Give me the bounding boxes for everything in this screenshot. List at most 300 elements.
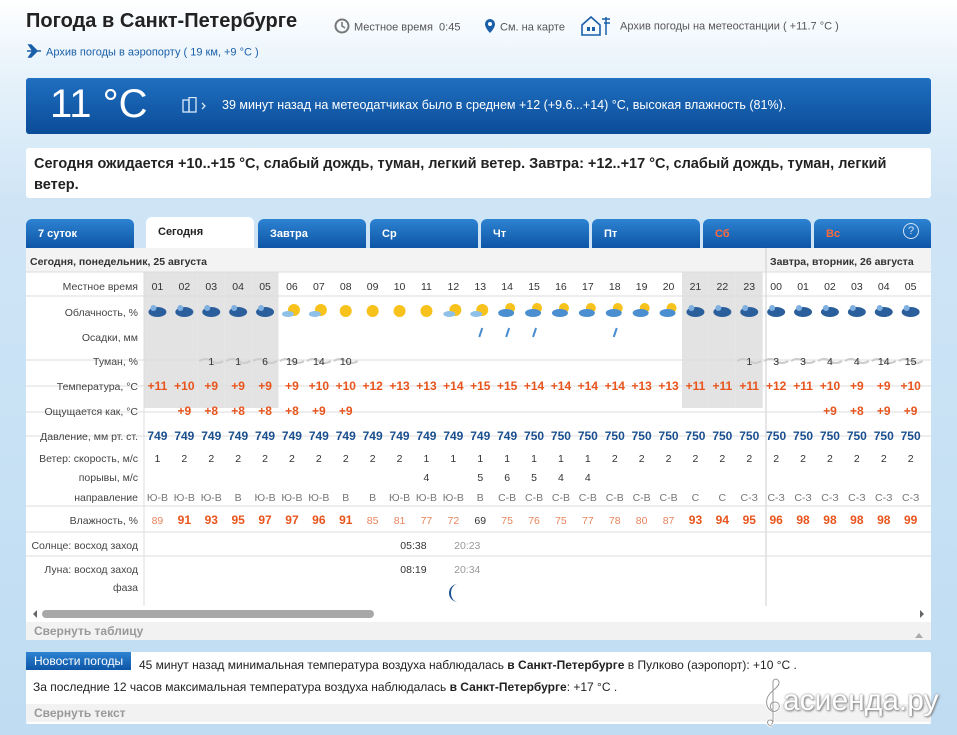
pressure-cell: 750 <box>524 429 545 443</box>
wind-dir-cell: Ю-В <box>415 492 438 504</box>
wind-dir-cell: С-В <box>578 492 597 504</box>
hour-cell: 03 <box>851 281 863 293</box>
airport-archive-link[interactable] <box>26 44 259 61</box>
cloud-icon <box>443 311 455 317</box>
pressure-cell: 749 <box>443 429 464 443</box>
row-label-sun: Солнце: восход заход <box>31 540 138 552</box>
fog-cell: 6 <box>262 356 268 368</box>
feels-cell: +9 <box>823 404 837 418</box>
humid-cell: 81 <box>393 515 406 527</box>
humid-cell: 97 <box>258 513 272 527</box>
help-icon[interactable]: ? <box>903 223 919 239</box>
temp-cell: +15 <box>496 379 518 393</box>
moon-icon <box>769 305 775 311</box>
cloud-icon <box>309 311 321 317</box>
wind-cell: 1 <box>477 453 484 465</box>
hour-cell: 08 <box>339 281 352 293</box>
humid-cell: 72 <box>447 515 460 527</box>
hour-cell: 01 <box>797 281 809 293</box>
news-line-2 <box>33 680 617 694</box>
wind-cell: 2 <box>853 453 860 465</box>
pressure-cell: 750 <box>712 429 733 443</box>
wind-dir-cell: Ю-В <box>173 492 195 504</box>
wind-cell: 2 <box>827 453 833 465</box>
forecast-summary: Сегодня ожидается +10..+15 °C, слабый дождь, туман, легкий ветер. Завтра: +12..+17 °C, слабый дождь, туман, легкий ветер. <box>26 148 931 198</box>
building-icon <box>181 97 207 116</box>
rain-drop-icon <box>614 328 617 337</box>
row-label-moon: Луна: восход заход <box>44 564 138 576</box>
hour-cell: 23 <box>743 281 756 293</box>
temp-cell: +10 <box>335 379 356 393</box>
wind-dir-cell: С-З <box>848 492 866 504</box>
pressure-cell: 749 <box>255 429 276 443</box>
watermark-text: асиенда.ру <box>783 684 939 717</box>
temp-cell: +13 <box>416 379 437 393</box>
humid-cell: 91 <box>339 513 353 527</box>
feels-cell: +8 <box>285 404 299 418</box>
scrollbar-thumb <box>42 610 374 618</box>
temp-cell: +9 <box>876 379 891 393</box>
wind-cell: 1 <box>423 453 430 465</box>
gust-cell: 6 <box>504 472 511 484</box>
tab-4[interactable]: Чт <box>481 219 589 248</box>
hour-cell: 11 <box>420 281 432 293</box>
pressure-cell: 750 <box>846 429 867 443</box>
hour-cell: 04 <box>877 281 890 293</box>
hour-cell: 05 <box>259 281 271 293</box>
moon-icon <box>904 305 910 311</box>
wind-dir-cell: В <box>369 492 377 504</box>
moonrise-cell: 08:19 <box>400 564 427 576</box>
moon-icon <box>877 305 883 311</box>
moon-icon <box>850 305 856 311</box>
temp-cell: +9 <box>850 379 864 393</box>
hour-cell: 16 <box>555 281 567 293</box>
news-line-2-end: : +17 °C . <box>566 680 618 694</box>
hourly-table-grid <box>26 248 931 608</box>
wind-dir-cell: Ю-В <box>388 492 411 504</box>
collapse-arrow-icon <box>915 627 923 641</box>
local-time-value: 0:45 <box>439 21 461 34</box>
moon-icon <box>231 305 237 311</box>
pressure-cell: 750 <box>658 429 679 443</box>
humid-cell: 77 <box>420 515 433 527</box>
wind-dir-cell: В <box>342 492 350 504</box>
moon-icon <box>715 305 721 311</box>
fog-cell: 19 <box>286 356 298 368</box>
wind-dir-cell: С-З <box>821 492 839 504</box>
fog-cell: 1 <box>235 356 242 368</box>
row-label-gusts: порывы, м/с <box>78 472 138 484</box>
wind-cell: 2 <box>611 453 618 465</box>
wind-dir-cell: С-З <box>794 492 812 504</box>
moon-icon <box>177 305 183 311</box>
humid-cell: 85 <box>366 515 379 527</box>
humid-cell: 87 <box>662 515 675 527</box>
wind-cell: 2 <box>719 453 726 465</box>
humid-cell: 77 <box>582 515 594 527</box>
pressure-cell: 749 <box>416 429 437 443</box>
pressure-cell: 749 <box>308 429 329 443</box>
cloud-icon <box>525 309 541 317</box>
wind-cell: 1 <box>558 453 564 465</box>
wind-cell: 2 <box>692 453 699 465</box>
wind-cell: 2 <box>342 453 349 465</box>
humid-cell: 69 <box>474 515 487 527</box>
hour-cell: 09 <box>366 281 379 293</box>
airport-archive-label: Архив погоды в аэропорту ( 19 км, +9 °C ) <box>46 46 259 59</box>
hour-cell: 22 <box>716 281 729 293</box>
moon-icon <box>742 305 748 311</box>
humid-cell: 96 <box>769 513 783 527</box>
pressure-cell: 750 <box>766 429 787 443</box>
feels-cell: +9 <box>312 404 326 418</box>
fog-cell: 4 <box>827 356 833 368</box>
row-label-clouds: Облачность, % <box>64 307 138 319</box>
wind-dir-cell: С-В <box>498 492 517 504</box>
wind-cell: 2 <box>907 453 914 465</box>
row-label-dir: направление <box>74 492 138 504</box>
sun-icon <box>420 305 432 317</box>
feels-cell: +8 <box>231 404 245 418</box>
gust-cell: 5 <box>531 472 537 484</box>
humid-cell: 94 <box>715 513 730 527</box>
temp-cell: +12 <box>765 379 787 393</box>
local-time <box>334 18 460 37</box>
pressure-cell: 749 <box>228 429 249 443</box>
tab-1[interactable]: Сегодня <box>146 217 254 248</box>
wind-cell: 1 <box>450 453 457 465</box>
fog-cell: 1 <box>746 356 753 368</box>
current-weather-bar <box>26 78 931 134</box>
tab-6[interactable]: Сб <box>703 219 811 248</box>
wind-cell: 2 <box>773 453 780 465</box>
wind-cell: 2 <box>665 453 672 465</box>
row-label-time: Местное время <box>62 281 138 293</box>
sun-icon <box>340 305 352 317</box>
pressure-cell: 750 <box>550 429 571 443</box>
wind-cell: 2 <box>396 453 403 465</box>
fog-cell: 14 <box>313 356 325 368</box>
humid-cell: 98 <box>796 513 810 527</box>
wind-dir-cell: В <box>234 492 242 504</box>
rain-drop-icon <box>506 328 509 337</box>
tab-5[interactable]: Пт <box>592 219 700 248</box>
watermark <box>757 676 947 726</box>
pressure-cell: 750 <box>900 429 921 443</box>
map-link[interactable] <box>484 18 565 37</box>
page-title: Погода в Санкт-Петербурге <box>26 10 298 32</box>
moon-icon <box>796 305 802 311</box>
temp-cell: +9 <box>258 379 272 393</box>
wind-dir-cell: С-З <box>875 492 893 504</box>
feels-cell: +9 <box>177 404 192 418</box>
row-label-phase: фаза <box>112 582 138 594</box>
temp-cell: +10 <box>174 379 195 393</box>
rain-drop-icon <box>479 328 482 337</box>
hour-cell: 02 <box>178 281 191 293</box>
sun-icon <box>394 305 406 317</box>
feels-cell: +9 <box>903 404 918 418</box>
wind-dir-cell: С-З <box>740 492 758 504</box>
fog-cell: 15 <box>904 356 917 368</box>
wind-cell: 2 <box>181 453 188 465</box>
fog-cell: 3 <box>773 356 780 368</box>
hour-cell: 15 <box>528 281 540 293</box>
wind-dir-cell: С-В <box>632 492 651 504</box>
sunset-cell: 20:23 <box>454 540 481 552</box>
pressure-cell: 750 <box>819 429 840 443</box>
forecast-tabs <box>26 215 931 248</box>
table-scrollbar[interactable] <box>26 606 931 622</box>
hour-cell: 10 <box>393 281 406 293</box>
tab-0[interactable]: 7 суток <box>26 219 134 248</box>
gust-cell: 4 <box>423 472 430 484</box>
hour-cell: 19 <box>635 281 648 293</box>
pressure-cell: 750 <box>739 429 760 443</box>
sunrise-cell: 05:38 <box>400 540 427 552</box>
row-label-precip: Осадки, мм <box>81 332 138 344</box>
news-line-1 <box>139 658 797 672</box>
humid-cell: 97 <box>285 513 299 527</box>
temp-cell: +10 <box>308 379 330 393</box>
cloud-icon <box>282 311 294 317</box>
row-label-fog: Туман, % <box>93 356 138 368</box>
pressure-cell: 749 <box>389 429 410 443</box>
humid-cell: 76 <box>528 515 540 527</box>
tab-3[interactable]: Ср <box>370 219 478 248</box>
temp-cell: +14 <box>523 379 545 393</box>
fog-cell: 10 <box>339 356 352 368</box>
gust-cell: 5 <box>477 472 484 484</box>
temp-cell: +14 <box>577 379 599 393</box>
moon-icon <box>823 305 829 311</box>
wind-dir-cell: С-З <box>767 492 785 504</box>
fog-cell: 14 <box>877 356 890 368</box>
gust-cell: 4 <box>584 472 591 484</box>
page-header <box>26 10 947 70</box>
pressure-cell: 750 <box>793 429 814 443</box>
temp-cell: +11 <box>712 379 733 393</box>
temp-cell: +13 <box>658 379 679 393</box>
pressure-cell: 749 <box>201 429 222 443</box>
temp-cell: +11 <box>793 379 813 393</box>
cloud-icon <box>606 309 622 317</box>
moon-icon <box>150 305 156 311</box>
wind-cell: 2 <box>746 453 753 465</box>
row-label-humid: Влажность, % <box>69 515 138 527</box>
feels-cell: +8 <box>204 404 219 418</box>
wind-cell: 2 <box>369 453 376 465</box>
sensor-summary: 39 минут назад на метеодатчиках было в среднем +12 (+9.6...+14) °C, высокая влажность (81%). <box>222 98 787 112</box>
fog-cell: 3 <box>800 356 806 368</box>
wind-cell: 2 <box>208 453 215 465</box>
wind-dir-cell: С <box>691 492 700 504</box>
hour-cell: 20 <box>662 281 675 293</box>
temp-cell: +14 <box>443 379 464 393</box>
hour-cell: 12 <box>447 281 460 293</box>
temp-cell: +11 <box>739 379 760 393</box>
fog-cell: 1 <box>208 356 215 368</box>
pressure-cell: 749 <box>470 429 491 443</box>
pressure-cell: 749 <box>497 429 518 443</box>
collapse-text-label: Свернуть текст <box>34 706 126 720</box>
wind-dir-cell: С-В <box>605 492 624 504</box>
humid-cell: 78 <box>608 515 621 527</box>
hour-cell: 17 <box>582 281 594 293</box>
humid-cell: 95 <box>742 513 756 527</box>
feels-cell: +9 <box>338 404 353 418</box>
tab-7[interactable]: Вс <box>814 219 931 248</box>
news-line-1-text: 45 минут назад минимальная температура воздуха наблюдалась <box>139 658 504 672</box>
station-archive-label: Архив погоды на метеостанции ( +11.7 °C ) <box>620 20 839 33</box>
wind-cell: 1 <box>584 453 591 465</box>
humid-cell: 75 <box>501 515 513 527</box>
hour-cell: 03 <box>205 281 218 293</box>
wind-dir-cell: С-З <box>901 492 920 504</box>
temp-cell: +9 <box>231 379 245 393</box>
humid-cell: 89 <box>151 515 164 527</box>
news-line-2-city: в Санкт-Петербурге <box>449 680 567 694</box>
temp-cell: +14 <box>604 379 625 393</box>
humid-cell: 80 <box>635 515 648 527</box>
wind-dir-cell: С-В <box>659 492 678 504</box>
airplane-icon <box>26 44 42 61</box>
cloud-icon <box>633 309 649 317</box>
humid-cell: 75 <box>555 515 567 527</box>
wind-cell: 2 <box>800 453 806 465</box>
temp-cell: +9 <box>204 379 219 393</box>
wind-cell: 2 <box>315 453 322 465</box>
wind-dir-cell: С-В <box>551 492 570 504</box>
current-temperature: 11 °C <box>50 82 148 126</box>
hour-cell: 04 <box>232 281 244 293</box>
temp-cell: +13 <box>389 379 410 393</box>
temp-cell: +14 <box>550 379 572 393</box>
pressure-cell: 750 <box>631 429 652 443</box>
collapse-table-button[interactable] <box>26 622 931 640</box>
collapse-table-label: Свернуть таблицу <box>34 624 144 638</box>
wind-cell: 1 <box>531 453 537 465</box>
tab-2[interactable]: Завтра <box>258 219 366 248</box>
news-line-2-text: За последние 12 часов максимальная температура воздуха наблюдалась <box>33 680 447 694</box>
humid-cell: 98 <box>850 513 864 527</box>
humid-cell: 96 <box>312 513 326 527</box>
humid-cell: 98 <box>823 513 837 527</box>
humid-cell: 98 <box>877 513 891 527</box>
temp-cell: +12 <box>362 379 383 393</box>
temp-cell: +11 <box>685 379 706 393</box>
news-line-1-end: в Пулково (аэропорт): +10 °C . <box>627 658 797 672</box>
day2-label: Завтра, вторник, 26 августа <box>770 256 914 268</box>
wind-dir-cell: С-В <box>525 492 544 504</box>
cloud-icon <box>579 309 595 317</box>
wind-dir-cell: Ю-В <box>281 492 303 504</box>
temp-cell: +10 <box>819 379 841 393</box>
wind-dir-cell: В <box>476 492 484 504</box>
fog-cell: 4 <box>853 356 860 368</box>
humid-cell: 95 <box>231 513 245 527</box>
row-label-wind: Ветер: скорость, м/с <box>39 453 138 465</box>
hour-cell: 21 <box>689 281 702 293</box>
map-pin-icon <box>484 18 496 37</box>
wind-cell: 2 <box>262 453 268 465</box>
pressure-cell: 750 <box>873 429 894 443</box>
hour-cell: 07 <box>313 281 325 293</box>
hour-cell: 18 <box>608 281 621 293</box>
row-label-pressure: Давление, мм рт. ст. <box>40 431 138 443</box>
feels-cell: +9 <box>876 404 891 418</box>
wind-dir-cell: С <box>718 492 727 504</box>
cloud-icon <box>552 309 568 317</box>
wind-dir-cell: Ю-В <box>146 492 169 504</box>
hour-cell: 05 <box>904 281 917 293</box>
pressure-cell: 750 <box>577 429 598 443</box>
hourly-table <box>26 248 931 626</box>
pressure-cell: 749 <box>174 429 195 443</box>
wind-cell: 2 <box>235 453 242 465</box>
gust-cell: 4 <box>558 472 564 484</box>
feels-cell: +8 <box>258 404 272 418</box>
clock-icon <box>334 18 350 37</box>
humid-cell: 91 <box>177 513 192 527</box>
feels-cell: +8 <box>850 404 864 418</box>
wind-dir-cell: Ю-В <box>308 492 330 504</box>
news-line-1-city: в Санкт-Петербурге <box>507 658 625 672</box>
hour-cell: 14 <box>501 281 513 293</box>
hour-cell: 13 <box>474 281 487 293</box>
local-time-label: Местное время <box>354 21 433 34</box>
wind-cell: 2 <box>880 453 887 465</box>
temp-cell: +11 <box>147 379 168 393</box>
pressure-cell: 749 <box>147 429 168 443</box>
wind-cell: 1 <box>154 453 161 465</box>
moon-phase-icon <box>449 584 458 602</box>
wind-dir-cell: Ю-В <box>442 492 464 504</box>
moonset-cell: 20:34 <box>454 564 481 576</box>
pressure-cell: 750 <box>685 429 706 443</box>
wind-cell: 2 <box>638 453 645 465</box>
wind-cell: 2 <box>289 453 295 465</box>
temp-cell: +13 <box>631 379 652 393</box>
moon-icon <box>204 305 210 311</box>
news-tag: Новости погоды <box>26 652 131 670</box>
humid-cell: 99 <box>903 513 918 527</box>
hour-cell: 06 <box>286 281 298 293</box>
temp-cell: +15 <box>470 379 491 393</box>
sun-icon <box>367 305 379 317</box>
pressure-cell: 750 <box>604 429 625 443</box>
hour-cell: 01 <box>151 281 164 293</box>
wind-dir-cell: Ю-В <box>254 492 276 504</box>
station-archive-link[interactable] <box>580 14 839 39</box>
humid-cell: 93 <box>204 513 218 527</box>
temp-cell: +10 <box>900 379 921 393</box>
humid-cell: 93 <box>688 513 703 527</box>
weather-station-icon <box>580 14 616 39</box>
pressure-cell: 749 <box>281 429 302 443</box>
hour-cell: 02 <box>824 281 836 293</box>
pressure-cell: 749 <box>335 429 356 443</box>
cloud-icon <box>470 311 482 317</box>
map-link-label: См. на карте <box>500 21 565 34</box>
pressure-cell: 749 <box>362 429 383 443</box>
temp-cell: +9 <box>285 379 299 393</box>
wind-dir-cell: Ю-В <box>200 492 222 504</box>
row-label-temp: Температура, °С <box>56 381 138 393</box>
wind-cell: 1 <box>504 453 511 465</box>
row-label-feels: Ощущается как, °С <box>44 406 138 418</box>
